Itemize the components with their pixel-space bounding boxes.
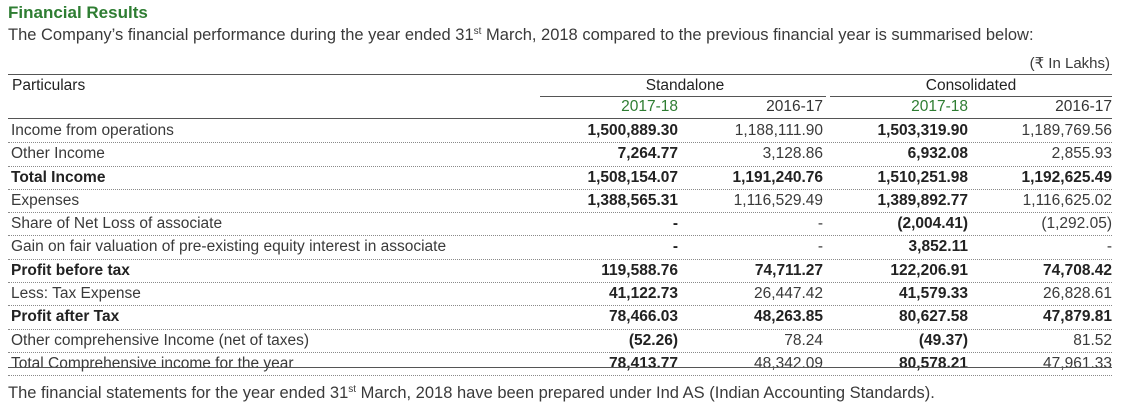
cell-standalone-2016-17: 26,447.42 (754, 285, 823, 303)
table-header-rule (8, 118, 1112, 119)
cell-standalone-2017-18: 1,508,154.07 (587, 168, 678, 186)
group-header-standalone: Standalone (645, 77, 725, 94)
table-row (8, 213, 1112, 236)
cell-consolidated-2017-18: 1,503,319.90 (877, 122, 968, 139)
table-row (8, 306, 1112, 329)
cell-consolidated-2016-17: 2,855.93 (1051, 145, 1112, 163)
cell-standalone-2017-18: 41,122.73 (609, 285, 678, 303)
cell-consolidated-2016-17: 47,961.33 (1043, 354, 1112, 372)
cell-standalone-2017-18: 78,413.77 (609, 354, 678, 372)
cell-consolidated-2017-18: 41,579.33 (899, 285, 968, 303)
row-label: Income from operations (11, 122, 174, 139)
row-label: Gain on fair valuation of pre-existing equity interest in associate (11, 238, 447, 256)
group-header-consolidated: Consolidated (925, 77, 1017, 94)
row-label: Total Comprehensive income for the year (11, 354, 294, 372)
column-header-particulars: Particulars (12, 77, 86, 94)
cell-standalone-2016-17: 1,188,111.90 (734, 122, 823, 139)
cell-standalone-2017-18: 1,388,565.31 (587, 191, 678, 209)
table-top-rule (8, 74, 1112, 75)
cell-consolidated-2016-17: 1,116,625.02 (1022, 191, 1112, 209)
cell-standalone-2016-17: 1,116,529.49 (733, 191, 823, 209)
cell-standalone-2017-18: (52.26) (628, 331, 678, 349)
cell-standalone-2016-17: 74,711.27 (754, 261, 823, 279)
cell-standalone-2017-18: 78,466.03 (609, 308, 678, 326)
cell-consolidated-2016-17: 26,828.61 (1043, 285, 1112, 303)
cell-consolidated-2016-17: 81.52 (1073, 331, 1112, 349)
cell-consolidated-2016-17: 47,879.81 (1043, 308, 1112, 326)
cell-consolidated-2017-18: (49.37) (918, 331, 968, 349)
row-label: Profit after Tax (11, 308, 120, 326)
row-label: Expenses (11, 191, 80, 209)
table-row (8, 190, 1112, 213)
row-label: Share of Net Loss of associate (11, 215, 223, 233)
financial-table-body (8, 120, 1112, 376)
year-header-standalone-previous: 2016-17 (766, 98, 823, 115)
cell-standalone-2017-18: - (672, 215, 678, 233)
table-row (8, 283, 1112, 306)
table-row (8, 236, 1112, 259)
table-row (8, 260, 1112, 283)
footer-note: The financial statements for the year ended 31st March, 2018 have been prepared under Ind AS (Indian Accounting Standards). (8, 384, 935, 402)
cell-consolidated-2017-18: 3,852.11 (908, 238, 968, 256)
table-bottom-rule (8, 367, 1112, 368)
row-label: Total Income (11, 168, 106, 186)
table-row (8, 143, 1112, 166)
unit-label: (₹ In Lakhs) (1029, 55, 1110, 72)
cell-consolidated-2017-18: 80,578.21 (899, 354, 968, 372)
cell-standalone-2016-17: 48,263.85 (754, 308, 823, 326)
group-underline-consolidated (830, 96, 1112, 97)
cell-standalone-2016-17: 1,191,240.76 (732, 168, 823, 186)
row-label: Other Income (11, 145, 105, 163)
table-row (8, 167, 1112, 190)
cell-consolidated-2017-18: 1,389,892.77 (877, 191, 968, 209)
cell-standalone-2016-17: - (817, 238, 823, 256)
cell-consolidated-2017-18: (2,004.41) (897, 215, 968, 233)
cell-standalone-2017-18: - (672, 238, 678, 256)
year-header-consolidated-previous: 2016-17 (1055, 98, 1112, 115)
year-header-standalone-current: 2017-18 (621, 98, 678, 115)
cell-standalone-2017-18: 119,588.76 (601, 261, 678, 279)
cell-consolidated-2016-17: 1,189,769.56 (1021, 122, 1112, 139)
row-label: Other comprehensive Income (net of taxes) (11, 331, 310, 349)
cell-consolidated-2016-17: 1,192,625.49 (1021, 168, 1112, 186)
cell-standalone-2016-17: 3,128.86 (762, 145, 823, 163)
group-underline-standalone (540, 96, 826, 97)
cell-consolidated-2017-18: 1,510,251.98 (877, 168, 968, 186)
cell-consolidated-2016-17: (1,292.05) (1041, 215, 1112, 233)
cell-standalone-2016-17: 48,342.09 (754, 354, 823, 372)
row-label: Less: Tax Expense (11, 285, 141, 303)
table-row (8, 120, 1112, 143)
row-label: Profit before tax (11, 261, 130, 279)
cell-standalone-2017-18: 1,500,889.30 (587, 122, 678, 139)
cell-standalone-2016-17: - (817, 215, 823, 233)
cell-consolidated-2017-18: 6,932.08 (907, 145, 968, 163)
cell-standalone-2017-18: 7,264.77 (617, 145, 678, 163)
intro-text: The Company’s financial performance during the year ended 31st March, 2018 compared to the previous financial year is summarised below: (8, 26, 1034, 44)
table-row (8, 353, 1112, 376)
cell-consolidated-2016-17: - (1106, 238, 1112, 256)
cell-consolidated-2017-18: 122,206.91 (890, 261, 968, 279)
year-header-consolidated-current: 2017-18 (911, 98, 968, 115)
cell-consolidated-2016-17: 74,708.42 (1043, 261, 1112, 279)
cell-consolidated-2017-18: 80,627.58 (899, 308, 968, 326)
section-title: Financial Results (8, 3, 148, 22)
table-row (8, 330, 1112, 353)
cell-standalone-2016-17: 78.24 (784, 331, 823, 349)
